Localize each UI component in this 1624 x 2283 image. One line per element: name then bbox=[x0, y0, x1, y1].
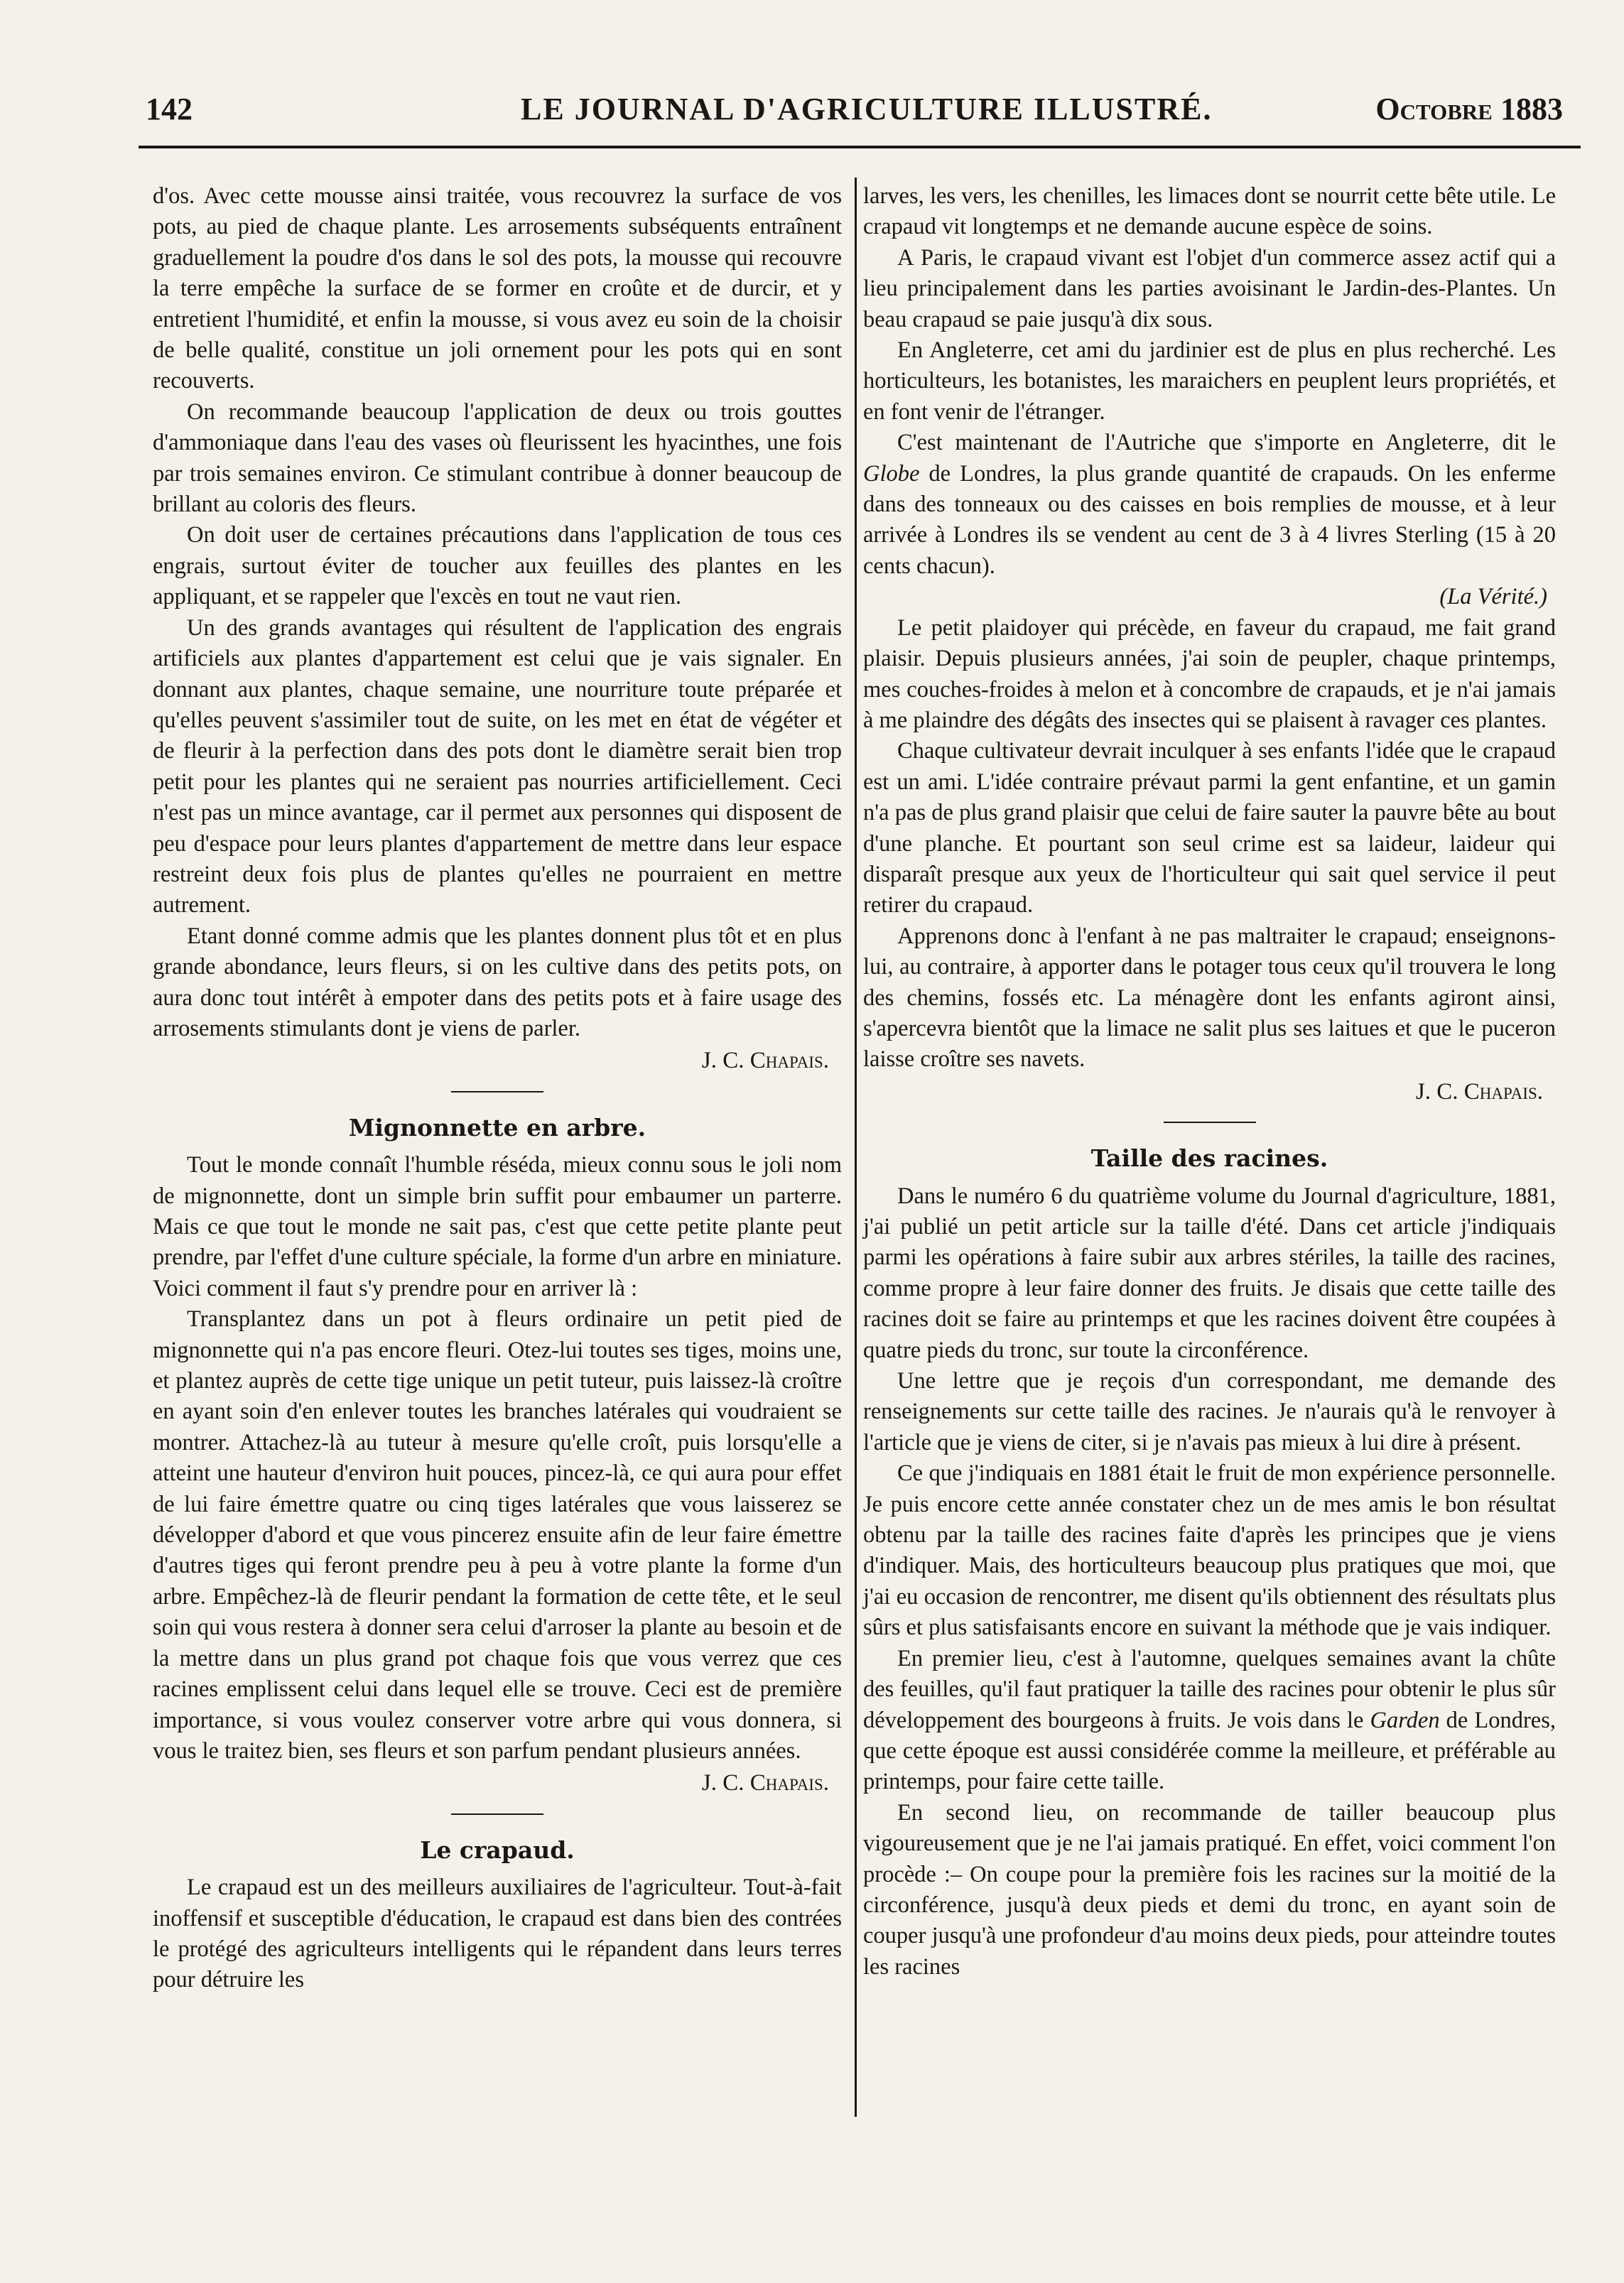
text-run: de Londres, la plus grande quantité de crapauds. On les enferme dans des tonneaux ou des caisses en bois remplies de mousse, et à leur arrivée à Londres ils se vendent au cent de 3 à 4 livres Sterling (15 à 20 cents chacun). bbox=[863, 460, 1556, 579]
paragraph: En second lieu, on recommande de tailler beaucoup plus vigoureusement que je ne l'ai jamais pratiqué. En effet, voici comment l'on procède :– On coupe pour la première fois les racines sur la moitié de la circonférence, jusqu'à deux pieds et demi du tronc, en ayant soin de couper jusqu'à une profondeur d'au moins deux pieds, pour atteindre toutes les racines bbox=[863, 1799, 1556, 1980]
paragraph: Apprenons donc à l'enfant à ne pas maltraiter le crapaud; enseignons-lui, au contraire, à apporter dans le potager tous ceux qu'il trouvera le long des chemins, fossés etc. La ménagère dont les enfants agiront ainsi, s'apercevra bientôt que la limace ne salit plus ses laitues et que le puceron laisse croître ses navets. bbox=[863, 923, 1556, 1073]
author-signature: J. C. Chapais. bbox=[701, 1770, 829, 1796]
section-divider bbox=[451, 1813, 543, 1815]
paragraph bbox=[863, 428, 1556, 582]
paragraph: Ce que j'indiquais en 1881 était le fruit de mon expérience personnelle. Je puis encore cette année constater chez un de mes amis le bon résultat obtenu par la taille des racines faite d'après les principes que je viens d'indiquer. Mais, des horticulteurs beaucoup plus pratiques que moi, que j'ai eu occasion de rencontrer, me disent qu'ils obtiennent des résultats plus sûrs et plus satisfaisants encore en suivant la méthode que je vais indiquer. bbox=[863, 1460, 1556, 1641]
page-number: 142 bbox=[146, 92, 193, 126]
paragraph: larves, les vers, les chenilles, les limaces dont se nourrit cette bête utile. Le crapaud vit longtemps et ne demande aucune espèce de soins. bbox=[863, 183, 1556, 240]
paragraph: Tout le monde connaît l'humble réséda, mieux connu sous le joli nom de mignonnette, dont un simple brin suffit pour embaumer un parterre. Mais ce que tout le monde ne sait pas, c'est que cette petite plante peut prendre, par l'effet d'une culture spéciale, la forme d'un arbre en miniature. Voici comment il faut s'y prendre pour en arriver là : bbox=[153, 1152, 842, 1301]
paragraph: On doit user de certaines précautions dans l'application de tous ces engrais, surtout éviter de toucher aux feuilles des plantes en les appliquant, et se rappeler que l'excès en tout ne vaut rien. bbox=[153, 522, 842, 610]
paragraph: Un des grands avantages qui résultent de l'application des engrais artificiels aux plantes d'appartement est celui que je vais signaler. En donnant aux plantes, chaque semaine, une nourriture toute préparée et qu'elles peuvent s'assimiler tout de suite, on les met en état de végéter et de fleurir à la perfection dans des pots dont le diamètre serait bien trop petit pour les plantes qui ne seraient pas nourries artificiellement. Ceci n'est pas un mince avantage, car il permet aux personnes qui disposent de peu d'espace pour leurs plantes d'appartement de mettre dans leur espace restreint deux fois plus de plantes qu'elles ne pourraient en mettre autrement. bbox=[153, 614, 842, 918]
paragraph: En Angleterre, cet ami du jardinier est de plus en plus recherché. Les horticulteurs, les botanistes, les maraichers en peuplent leurs propriétés, et en font venir de l'étranger. bbox=[863, 337, 1556, 425]
column-rule bbox=[855, 178, 857, 2117]
paragraph: Une lettre que je reçois d'un correspondant, me demande des renseignements sur cette taille des racines. Je n'aurais qu'à le renvoyer à l'article que je viens de citer, si je n'avais pas mieux à lui dire à présent. bbox=[863, 1368, 1556, 1455]
paragraph: d'os. Avec cette mousse ainsi traitée, vous recouvrez la surface de vos pots, au pied de chaque plante. Les arrosements subséquents entraînent graduellement la poudre d'os dans le sol des pots, la mousse qui recouvre la terre empêche la surface de se former en croûte et de durcir, et y entretient l'humidité, et enfin la mousse, si vous avez eu soin de la choisir de belle qualité, constitue un joli ornement pour les pots qui en sont recouverts. bbox=[153, 183, 842, 394]
paragraph bbox=[863, 1644, 1556, 1798]
issue-date: Octobre 1883 bbox=[1375, 92, 1563, 126]
paragraph: A Paris, le crapaud vivant est l'objet d'un commerce assez actif qui a lieu principalement dans les parties avoisinant le Jardin-des-Plantes. Un beau crapaud se paie jusqu'à dix sous. bbox=[863, 244, 1556, 332]
article-title: Taille des racines. bbox=[1090, 1144, 1328, 1173]
left-column bbox=[153, 181, 842, 1996]
author-signature: J. C. Chapais. bbox=[701, 1048, 829, 1074]
paragraph: On recommande beaucoup l'application de deux ou trois gouttes d'ammoniaque dans l'eau des vases où fleurissent les hyacinthes, une fois par trois semaines environ. Ce stimulant contribue à donner beaucoup de brillant au coloris des fleurs. bbox=[153, 398, 842, 518]
paragraph: Transplantez dans un pot à fleurs ordinaire un petit pied de mignonnette qui n'a pas encore fleuri. Otez-lui toutes ses tiges, moins une, et plantez auprès de cette tige unique un petit tuteur, puis laissez-là croître en ayant soin d'en enlever toutes les branches latérales qui voudraient se montrer. Attachez-là au tuteur à mesure qu'elle croît, puis lorsqu'elle a atteint une hauteur d'environ huit pouces, pincez-là, ce qui aura pour effet de lui faire émettre quatre ou cinq tiges latérales que vous laisserez se développer d'abord et que vous pincerez ensuite afin de leur faire émettre d'autres tiges qui feront prendre peu à peu à votre plante la forme d'un arbre. Empêchez-là de fleurir pendant la formation de cette tête, et le seul soin qui vous restera à donner sera celui d'arroser la plante au besoin et de la mettre dans un plus grand pot chaque fois que vous verrez que ces racines emplissent celui dans lequel elle se trouve. Ceci est de première importance, si vous voulez conserver votre arbre qui vous donnera, si vous le traitez bien, ses fleurs et son parfum pendant plusieurs années. bbox=[153, 1306, 842, 1764]
section-divider bbox=[1164, 1122, 1256, 1123]
paragraph: Le petit plaidoyer qui précède, en faveur du crapaud, me fait grand plaisir. Depuis plusieurs années, j'ai soin de peupler, chaque printemps, mes couches-froides à melon et à concombre de crapauds, et je n'ai jamais à me plaindre des dégâts des insectes qui se plaisent à ravager ces plantes. bbox=[863, 614, 1556, 733]
article-title: Le crapaud. bbox=[420, 1835, 575, 1864]
text-run: En premier lieu, c'est à l'automne, quelques semaines avant la chûte des feuilles, qu'il faut pratiquer la taille des racines pour obtenir le plus sûr développement des bourgeons à fruits. Je vois dans le bbox=[863, 1645, 1556, 1733]
section-divider bbox=[451, 1091, 543, 1092]
author-signature: J. C. Chapais. bbox=[1415, 1078, 1543, 1105]
journal-title: LE JOURNAL D'AGRICULTURE ILLUSTRÉ. bbox=[521, 92, 1213, 126]
publication-name: Globe bbox=[863, 460, 920, 487]
publication-name: Garden bbox=[1370, 1707, 1440, 1733]
paragraph: Dans le numéro 6 du quatrième volume du Journal d'agriculture, 1881, j'ai publié un petit article sur la taille d'été. Dans cet article j'indiquais parmi les opérations à faire subir aux arbres stériles, la taille des racines, comme propre à leur faire donner des fruits. Je disais que cette taille des racines doit se faire au printemps et que les racines doivent être coupées à quatre pieds du tronc, sur toute la circonférence. bbox=[863, 1183, 1556, 1363]
text-run: C'est maintenant de l'Autriche que s'importe en Angleterre, dit le bbox=[897, 430, 1556, 456]
paragraph: Le crapaud est un des meilleurs auxiliaires de l'agriculteur. Tout-à-fait inoffensif et susceptible d'éducation, le crapaud est dans bien des contrées le protégé des agriculteurs intelligents qui le répandent dans leurs terres pour détruire les bbox=[153, 1875, 842, 1993]
header-rule bbox=[139, 146, 1581, 148]
article-title: Mignonnette en arbre. bbox=[348, 1113, 646, 1142]
text-run: de Londres, que cette époque est aussi considérée comme la meilleure, et préférable au printemps, pour faire cette taille. bbox=[863, 1707, 1556, 1795]
page-header bbox=[146, 91, 1563, 134]
paragraph: Chaque cultivateur devrait inculquer à ses enfants l'idée que le crapaud est un ami. L'idée contraire prévaut parmi la gent enfantine, et un gamin n'a pas de plus grand plaisir que celui de faire sauter la pauvre bête au bout d'une planche. Et pourtant son seul crime est sa laideur, laideur qui disparaît presque aux yeux de l'horticulteur qui sait quel service il peut retirer du crapaud. bbox=[863, 738, 1556, 918]
right-column bbox=[863, 181, 1556, 1983]
paragraph: Etant donné comme admis que les plantes donnent plus tôt et en plus grande abondance, leurs fleurs, si on les cultive dans des petits pots, on aura donc tout intérêt à empoter dans des petits pots et à faire usage des arrosements stimulants dont je viens de parler. bbox=[153, 923, 842, 1041]
source-citation: (La Vérité.) bbox=[1439, 584, 1547, 610]
